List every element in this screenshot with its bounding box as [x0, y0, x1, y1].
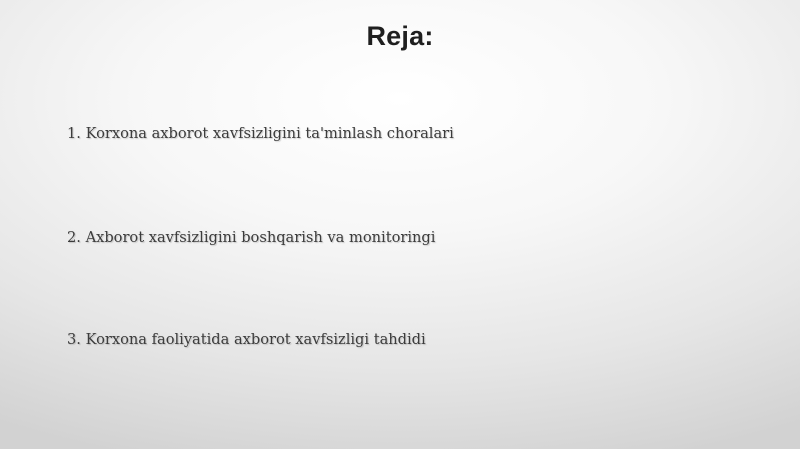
agenda-item-3: 3. Korxona faoliyatida axborot xavfsizligi tahdidi: [67, 331, 426, 348]
agenda-item-2: 2. Axborot xavfsizligini boshqarish va monitoringi: [67, 229, 436, 246]
agenda-item-1: 1. Korxona axborot xavfsizligini ta'minlash choralari: [67, 125, 454, 142]
slide-title: Reja:: [366, 21, 434, 51]
